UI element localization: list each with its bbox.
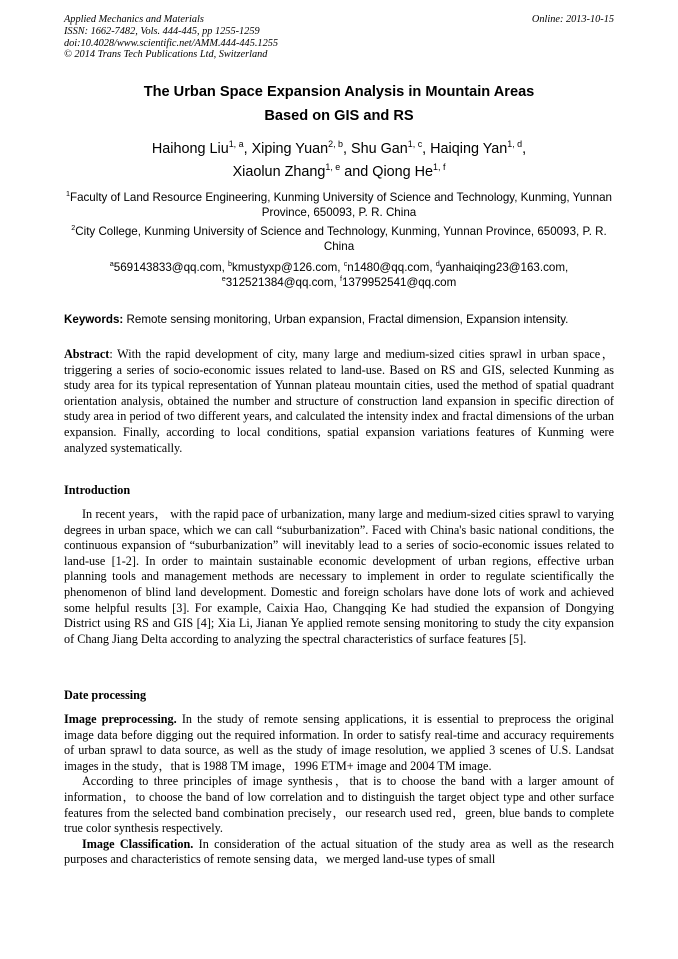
- author-separator: ,: [342, 141, 351, 157]
- email-address: 1379952541@qq.com: [341, 276, 457, 289]
- affiliation-mark: 1: [65, 189, 70, 199]
- author-name: Xiping Yuan: [251, 141, 329, 157]
- author-name: Xiaolun Zhang: [232, 164, 326, 180]
- email-mark: b: [228, 259, 233, 269]
- journal-name: Applied Mechanics and Materials: [64, 14, 204, 25]
- email-address: 569143833@qq.com,: [113, 261, 229, 274]
- introduction-paragraph: In recent years， with the rapid pace of urbanization, many large and medium-sized cities sprawl to varying degrees in urban space, which we can call “suburbanization”. Faced with China's basic national conditions, the continuous expansion of “suburbanization” will inevitably lead to a series of socio-economic issues related to land-use [1-2]. In order to maintain sustainable economic development of urban regions, effective urban planning tools and management methods are necessary to implement in order to regulate scientifically the phenomenon of blind land development. Domestic and foreign scholars have done lots of work and achieved some helpful results [3]. For example, Caixia Hao, Changqing Ke had studied the expansion of Dongying District using RS and GIS [4]; Xia Li, Jianan Ye applied remote sensing monitoring to study the city expansion of Chang Jiang Delta according to analyzing the spectral characteristics of surface features [5].: [64, 507, 614, 646]
- abstract-label: Abstract: [64, 347, 110, 361]
- introduction-section: [64, 507, 614, 647]
- author-affiliation-mark: 1, c: [407, 139, 423, 150]
- author-affiliation-mark: 1, d: [507, 139, 523, 150]
- author-affiliation-mark: 1, f: [433, 162, 446, 173]
- synthesis-paragraph: According to three principles of image synthesis，that is to choose the band with a larger amount of information，to choose the band of low correlation and to distinguish the target object type and other surface features from the selected band combination precisely，our research used red，green, blue bands to complete true color synthesis respectively.: [64, 774, 614, 836]
- affiliation-2: [64, 224, 614, 254]
- online-date: Online: 2013-10-15: [531, 14, 614, 25]
- paper-title: [64, 80, 614, 128]
- issn-line: ISSN: 1662-7482, Vols. 444-445, pp 1255-1259: [64, 25, 260, 37]
- copyright-line: © 2014 Trans Tech Publications Ltd, Switzerland: [64, 49, 268, 61]
- author-separator: ,: [422, 141, 431, 157]
- affiliation-text: Faculty of Land Resource Engineering, Kunming University of Science and Technology, Kunming, Yunnan Province, 650093, P. R. China: [69, 191, 613, 219]
- email-mark: a: [109, 259, 114, 269]
- classification-lead: Image Classification.: [82, 836, 194, 851]
- author-affiliation-mark: 1, a: [228, 139, 244, 150]
- date-processing-heading: Date processing: [64, 688, 147, 702]
- email-address: n1480@qq.com,: [347, 261, 436, 274]
- author-list: [64, 138, 614, 184]
- author-separator: and: [340, 164, 373, 180]
- author-separator: ,: [522, 141, 527, 157]
- doi-line: doi:10.4028/www.scientific.net/AMM.444-445.1255: [64, 37, 279, 49]
- author-name: Shu Gan: [350, 141, 408, 157]
- preprocessing-text: In the study of remote sensing applications, it is essential to preprocess the original image data before digging out the required information. In order to satisfy real-time and accuracy requirements of urban sprawl to data source, as well as the study of image resolution, we applied 3 scenes of U.S. Landsat images in the study，that is 1988 TM image，1996 ETM+ image and 2004 TM image.: [64, 712, 614, 773]
- abstract-section: [64, 347, 614, 456]
- title-line-2: Based on GIS and RS: [264, 108, 414, 124]
- affiliation-mark: 2: [71, 223, 76, 233]
- author-name: Qiong He: [372, 164, 434, 180]
- keywords-label: Keywords:: [64, 313, 124, 326]
- author-separator: ,: [243, 141, 252, 157]
- title-line-1: The Urban Space Expansion Analysis in Mountain Areas: [143, 84, 535, 100]
- preprocessing-lead: Image preprocessing.: [64, 712, 177, 726]
- journal-header: [64, 14, 614, 61]
- email-mark: f: [339, 274, 342, 284]
- email-list: [64, 260, 614, 290]
- abstract-text: : With the rapid development of city, many large and medium-sized cities sprawl in urban space，triggering a series of socio-economic issues related to land-use. Based on RS and GIS, selected Kunming as study area for its typical representation of Yunnan plateau mountain cities, used the method of spatial quadrant orientation analysis, obtained the number and structure of construction land expansion in specific direction of study area in period of two different years, and calculated the intensity index and fractal dimensions of the urban expansion. Finally, according to local conditions, spatial expansion variations features of Kunming were analyzed systematically.: [64, 347, 614, 455]
- email-mark: d: [435, 259, 440, 269]
- email-address: yanhaiqing23@163.com,: [439, 261, 569, 274]
- author-name: Haiqing Yan: [430, 141, 508, 157]
- email-mark: c: [343, 259, 348, 269]
- date-processing-section: [64, 712, 614, 868]
- classification-paragraph: [64, 837, 614, 868]
- keywords-text: Remote sensing monitoring, Urban expansion, Fractal dimension, Expansion intensity.: [123, 313, 569, 326]
- introduction-heading: Introduction: [64, 483, 131, 497]
- affiliation-1: [64, 190, 614, 220]
- affiliation-text: City College, Kunming University of Science and Technology, Kunming, Yunnan Province, 650093, P. R. China: [75, 225, 607, 253]
- email-address: 312521384@qq.com,: [225, 276, 340, 289]
- email-mark: e: [221, 274, 226, 284]
- keywords-line: [64, 312, 614, 327]
- email-address: kmustyxp@126.com,: [232, 261, 344, 274]
- preprocessing-paragraph: [64, 712, 614, 774]
- author-affiliation-mark: 1, e: [325, 162, 341, 173]
- author-affiliation-mark: 2, b: [328, 139, 343, 150]
- classification-text: In consideration of the actual situation of the study area as well as the research purposes and characteristics of remote sensing data，we merged land-use types of small: [64, 836, 614, 867]
- author-name: Haihong Liu: [151, 141, 229, 157]
